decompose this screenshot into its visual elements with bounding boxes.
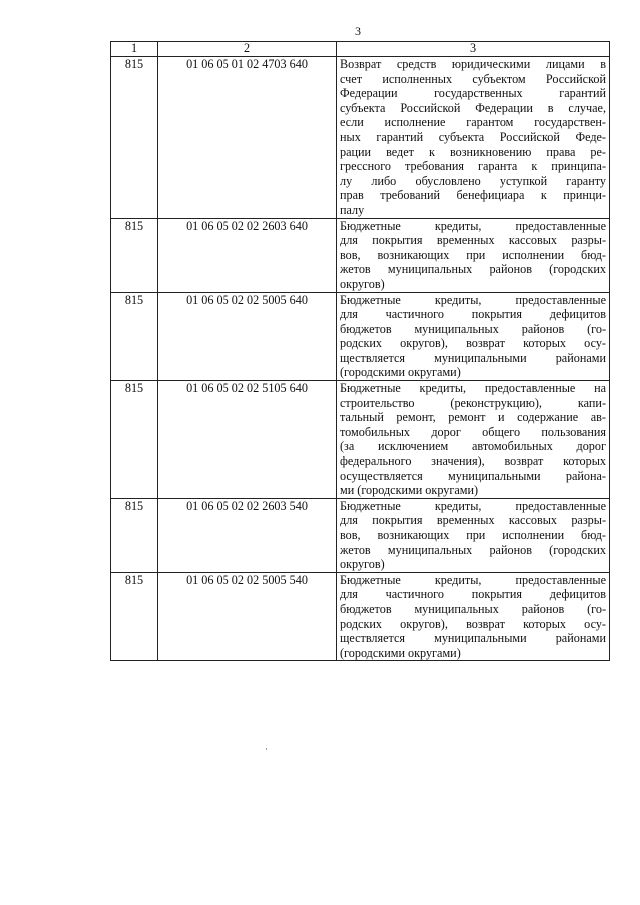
description-line: ществляется муниципальными районами	[340, 350, 606, 365]
table-row	[111, 572, 610, 661]
description-cell	[337, 292, 610, 381]
description-line: грессного требования гаранта к принципа-	[340, 159, 606, 174]
description-line: округов)	[340, 276, 385, 291]
description-line: строительство (реконструкцию), капи-	[340, 395, 606, 410]
description-line: Возврат средств юридическими лицами в	[340, 57, 606, 71]
description-line: ми (городскими округами)	[340, 483, 479, 498]
description-line: лу либо обусловлено уступкой гаранту	[340, 173, 606, 188]
description-line: Бюджетные кредиты, предоставленные	[340, 498, 606, 513]
description-line: осуществляется муниципальными района-	[340, 468, 606, 483]
admin-code-cell: 815	[111, 381, 158, 499]
source-code-cell: 01 06 05 02 02 5005 540	[158, 572, 337, 661]
admin-code-cell: 815	[111, 218, 158, 292]
description-line: Бюджетные кредиты, предоставленные	[340, 218, 606, 233]
admin-code-cell: 815	[111, 292, 158, 381]
description-line: вов, возникающих при исполнении бюд-	[340, 528, 606, 542]
table-row	[111, 381, 610, 499]
description-line: субъекта Российской Федерации в случае,	[340, 100, 606, 115]
description-cell	[337, 381, 610, 499]
column-header-2: 2	[158, 42, 337, 57]
table-row	[111, 498, 610, 572]
description-line: для покрытия временных кассовых разры-	[340, 513, 606, 528]
description-line: рации ведет к возникновению права ре-	[340, 144, 606, 159]
description-line: счет исполненных субъектом Российской	[340, 71, 606, 86]
description-line: ществляется муниципальными районами	[340, 631, 606, 646]
description-cell	[337, 218, 610, 292]
description-line: (за исключением автомобильных дорог	[340, 439, 606, 454]
table-row	[111, 218, 610, 292]
description-line: для частичного покрытия дефицитов	[340, 587, 606, 602]
description-line: вов, возникающих при исполнении бюд-	[340, 247, 606, 262]
description-line: если исполнение гарантом государствен-	[340, 115, 606, 130]
description-line: Федерации государственных гарантий	[340, 86, 606, 101]
description-line: Бюджетные кредиты, предоставленные на	[340, 381, 606, 396]
table-header-row	[111, 42, 610, 57]
description-line: бюджетов муниципальных районов (го-	[340, 601, 606, 616]
description-cell	[337, 572, 610, 661]
description-line: прав требований бенефициара к принци-	[340, 188, 606, 203]
description-line: жетов муниципальных районов (городских	[340, 262, 606, 277]
admin-code-cell: 815	[111, 57, 158, 219]
admin-code-cell: 815	[111, 498, 158, 572]
description-line: жетов муниципальных районов (городских	[340, 542, 606, 557]
budget-classification-table	[110, 41, 610, 661]
description-line: палу	[340, 202, 365, 217]
description-line: для покрытия временных кассовых разры-	[340, 233, 606, 248]
description-line: бюджетов муниципальных районов (го-	[340, 321, 606, 336]
source-code-cell: 01 06 05 02 02 2603 640	[158, 218, 337, 292]
admin-code-cell: 815	[111, 572, 158, 661]
description-line: федерального значения), возврат которых	[340, 454, 606, 469]
source-code-cell: 01 06 05 02 02 5005 640	[158, 292, 337, 381]
description-line: тальный ремонт, ремонт и содержание ав-	[340, 410, 606, 425]
description-cell	[337, 57, 610, 219]
table-body	[111, 57, 610, 661]
description-line: томобильных дорог общего пользования	[340, 424, 606, 439]
page-number: 3	[355, 24, 361, 38]
description-line: Бюджетные кредиты, предоставленные	[340, 572, 606, 587]
column-header-1: 1	[111, 42, 158, 57]
source-code-cell: 01 06 05 02 02 2603 540	[158, 498, 337, 572]
description-cell	[337, 498, 610, 572]
description-line: (городскими округами)	[340, 645, 461, 660]
description-line: ных гарантий субъекта Российской Феде-	[340, 129, 606, 144]
source-code-cell: 01 06 05 02 02 5105 640	[158, 381, 337, 499]
scan-speck	[266, 748, 267, 750]
description-line: родских округов), возврат которых осу-	[340, 616, 606, 631]
description-line: родских округов), возврат которых осу-	[340, 336, 606, 351]
description-line: для частичного покрытия дефицитов	[340, 307, 606, 322]
table-row	[111, 292, 610, 381]
source-code-cell: 01 06 05 01 02 4703 640	[158, 57, 337, 219]
description-line: округов)	[340, 557, 385, 572]
description-line: Бюджетные кредиты, предоставленные	[340, 292, 606, 307]
description-line: (городскими округами)	[340, 365, 461, 380]
column-header-3: 3	[337, 42, 610, 57]
table-row	[111, 57, 610, 219]
